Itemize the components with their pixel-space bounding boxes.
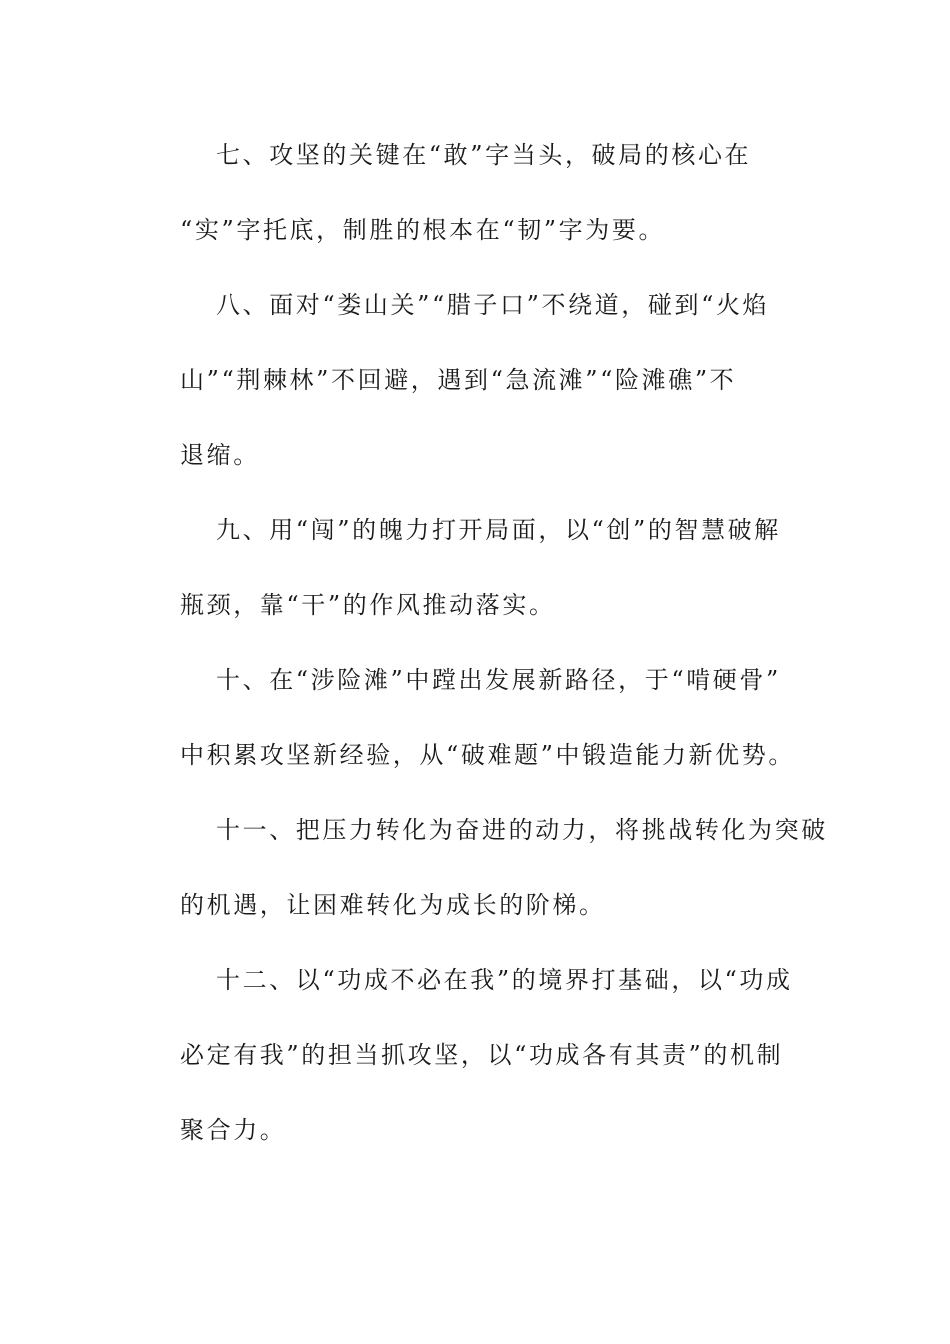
paragraph-12 — [180, 943, 805, 1168]
paragraph-line: 聚合力。 — [180, 1116, 287, 1144]
paragraph-line: 九、用“闯”的魄力打开局面，以“创”的智慧破解 — [216, 516, 781, 544]
paragraph-line: “实”字托底，制胜的根本在“韧”字为要。 — [180, 216, 666, 244]
paragraph-line: 十二、以“功成不必在我”的境界打基础，以“功成 — [216, 966, 793, 994]
paragraph-line: 十一、把压力转化为奋进的动力，将挑战转化为突破 — [216, 816, 828, 844]
paragraph-line: 的机遇，让困难转化为成长的阶梯。 — [180, 891, 606, 919]
paragraph-7 — [180, 118, 805, 268]
paragraph-line: 十、在“涉险滩”中蹚出发展新路径，于“啃硬骨” — [216, 666, 781, 694]
paragraph-line: 七、攻坚的关键在“敢”字当头，破局的核心在 — [216, 141, 752, 169]
paragraph-line: 山”“荆棘林”不回避，遇到“急流滩”“险滩礁”不 — [180, 366, 737, 394]
paragraph-10 — [180, 643, 805, 793]
paragraph-line: 退缩。 — [180, 441, 260, 469]
paragraph-11 — [180, 793, 828, 943]
paragraph-line: 瓶颈，靠“干”的作风推动落实。 — [180, 591, 556, 619]
paragraph-line: 中积累攻坚新经验，从“破难题”中锻造能力新优势。 — [180, 741, 795, 769]
paragraph-line: 八、面对“娄山关”“腊子口”不绕道，碰到“火焰 — [216, 291, 770, 319]
paragraph-line: 必定有我”的担当抓攻坚，以“功成各有其责”的机制 — [180, 1041, 784, 1069]
paragraph-9 — [180, 493, 805, 643]
paragraph-8 — [180, 268, 805, 493]
document-body — [180, 118, 828, 1168]
